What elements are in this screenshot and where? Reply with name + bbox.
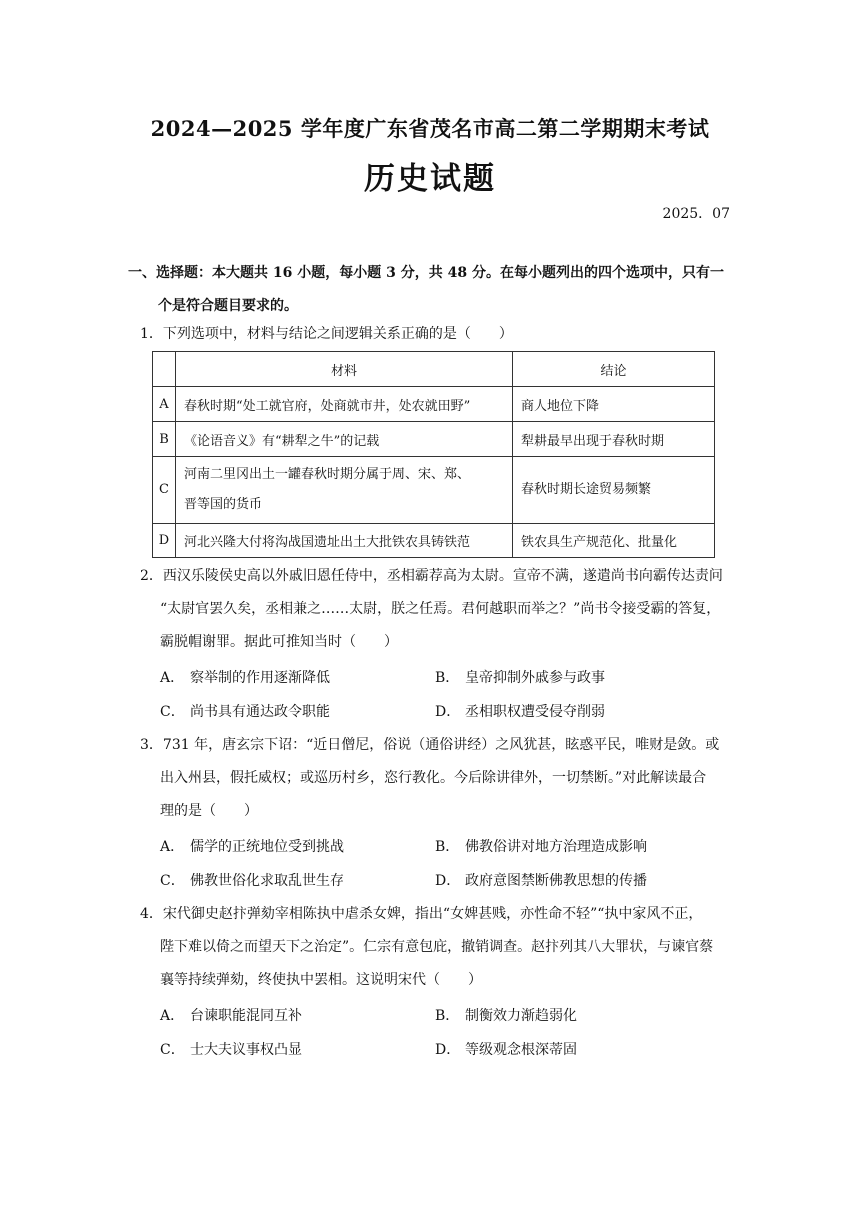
option-c[interactable] [160, 870, 435, 890]
question-4-options [160, 998, 740, 1066]
row-material: 《论语音义》有“耕犁之牛”的记载 [176, 422, 513, 457]
row-conclusion: 犁耕最早出现于春秋时期 [513, 422, 715, 457]
question-4-line: 4．宋代御史赵抃弹劾宰相陈执中虐杀女婢，指出“女婢甚贱，亦性命不轻”“执中家风不正， [140, 906, 703, 922]
option-a[interactable] [160, 667, 435, 687]
exam-title: 2024—2025 学年度广东省茂名市高二第二学期期末考试 [150, 116, 710, 141]
option-text: 台谏职能混同互补 [190, 1008, 302, 1024]
option-d[interactable] [435, 701, 710, 721]
row-conclusion: 铁农具生产规范化、批量化 [513, 524, 715, 558]
option-b[interactable] [435, 836, 710, 856]
section-line-2: 个是符合题目要求的。 [158, 298, 298, 314]
question-4-line: 襄等持续弹劾，终使执中罢相。这说明宋代（ ） [160, 972, 482, 988]
row-material-line: 河南二里冈出土一罐春秋时期分属于周、宋、郑、 [184, 467, 471, 482]
option-text: 佛教俗讲对地方治理造成影响 [465, 839, 647, 855]
section-instructions [128, 257, 734, 323]
option-letter: A． [160, 1008, 185, 1024]
question-2-line: 霸脱帽谢罪。据此可推知当时（ ） [160, 634, 398, 650]
option-letter: D． [435, 704, 461, 720]
question-3-line: 理的是（ ） [160, 803, 258, 819]
option-text: 尚书具有通达政令职能 [190, 704, 330, 720]
option-letter: D． [435, 873, 461, 889]
question-2-options [160, 660, 740, 728]
option-letter: A． [160, 839, 185, 855]
question-2-line: “太尉官罢久矣，丞相兼之……太尉，朕之任焉。君何越职而举之？”尚书令接受霸的答复， [160, 601, 721, 617]
row-material [176, 457, 513, 524]
exam-date: 2025．07 [662, 206, 730, 222]
table-header-cell: 材料 [176, 352, 513, 387]
option-text: 士大夫议事权凸显 [190, 1042, 302, 1058]
option-c[interactable] [160, 701, 435, 721]
question-4-line: 陛下难以倚之而望天下之治定”。仁宗有意包庇，撤销调查。赵抃列其八大罪状，与谏官蔡 [160, 939, 714, 955]
question-2-line: 2．西汉乐陵侯史高以外戚旧恩任侍中，丞相霸荐高为太尉。宣帝不满，遂遣尚书向霸传达责问 [140, 568, 723, 584]
option-d[interactable] [435, 870, 710, 890]
option-text: 丞相职权遭受侵夺削弱 [465, 704, 605, 720]
table-header-cell [153, 352, 176, 387]
option-text: 察举制的作用逐渐降低 [190, 670, 330, 686]
option-letter: C． [160, 873, 185, 889]
row-material: 春秋时期“处工就官府，处商就市井，处农就田野” [176, 387, 513, 422]
option-letter: B． [435, 1008, 460, 1024]
option-letter: B． [435, 839, 460, 855]
row-letter: B [153, 422, 176, 457]
question-3 [140, 729, 734, 828]
table-header-row [153, 352, 715, 387]
option-text: 佛教世俗化求取乱世生存 [190, 873, 344, 889]
section-line-1: 一、选择题：本大题共 16 小题，每小题 3 分，共 48 分。在每小题列出的四个选项中，只有一 [128, 265, 724, 281]
table-header-cell: 结论 [513, 352, 715, 387]
question-3-options [160, 829, 740, 897]
row-letter: C [153, 457, 176, 524]
row-conclusion: 商人地位下降 [513, 387, 715, 422]
option-b[interactable] [435, 1005, 710, 1025]
table-row [153, 387, 715, 422]
table-row [153, 422, 715, 457]
table-row [153, 524, 715, 558]
question-3-line: 出入州县，假托威权；或巡历村乡，恣行教化。今后除讲律外，一切禁断。”对此解读最合 [160, 770, 707, 786]
question-1-table [152, 351, 715, 558]
row-conclusion: 春秋时期长途贸易频繁 [513, 457, 715, 524]
option-letter: C． [160, 704, 185, 720]
option-text: 等级观念根深蒂固 [465, 1042, 577, 1058]
question-4 [140, 898, 734, 997]
option-letter: C． [160, 1042, 185, 1058]
row-material: 河北兴隆大付将沟战国遗址出土大批铁农具铸铁范 [176, 524, 513, 558]
option-letter: A． [160, 670, 185, 686]
option-d[interactable] [435, 1039, 710, 1059]
row-letter: A [153, 387, 176, 422]
option-text: 制衡效力渐趋弱化 [465, 1008, 577, 1024]
question-2 [140, 560, 734, 659]
option-text: 皇帝抑制外戚参与政事 [465, 670, 605, 686]
option-letter: D． [435, 1042, 461, 1058]
row-letter: D [153, 524, 176, 558]
option-text: 政府意图禁断佛教思想的传播 [465, 873, 647, 889]
exam-subject: 历史试题 [364, 161, 496, 197]
question-1 [140, 318, 734, 351]
option-text: 儒学的正统地位受到挑战 [190, 839, 344, 855]
option-a[interactable] [160, 1005, 435, 1025]
option-a[interactable] [160, 836, 435, 856]
row-material-line: 晋等国的货币 [184, 497, 263, 512]
table-row [153, 457, 715, 524]
option-b[interactable] [435, 667, 710, 687]
question-3-line: 3．731 年，唐玄宗下诏：“近日僧尼，俗说（通俗讲经）之风犹甚，眩惑平民，唯财是敛。或 [140, 737, 720, 753]
option-c[interactable] [160, 1039, 435, 1059]
question-1-stem: 1．下列选项中，材料与结论之间逻辑关系正确的是（ ） [140, 326, 513, 342]
option-letter: B． [435, 670, 460, 686]
